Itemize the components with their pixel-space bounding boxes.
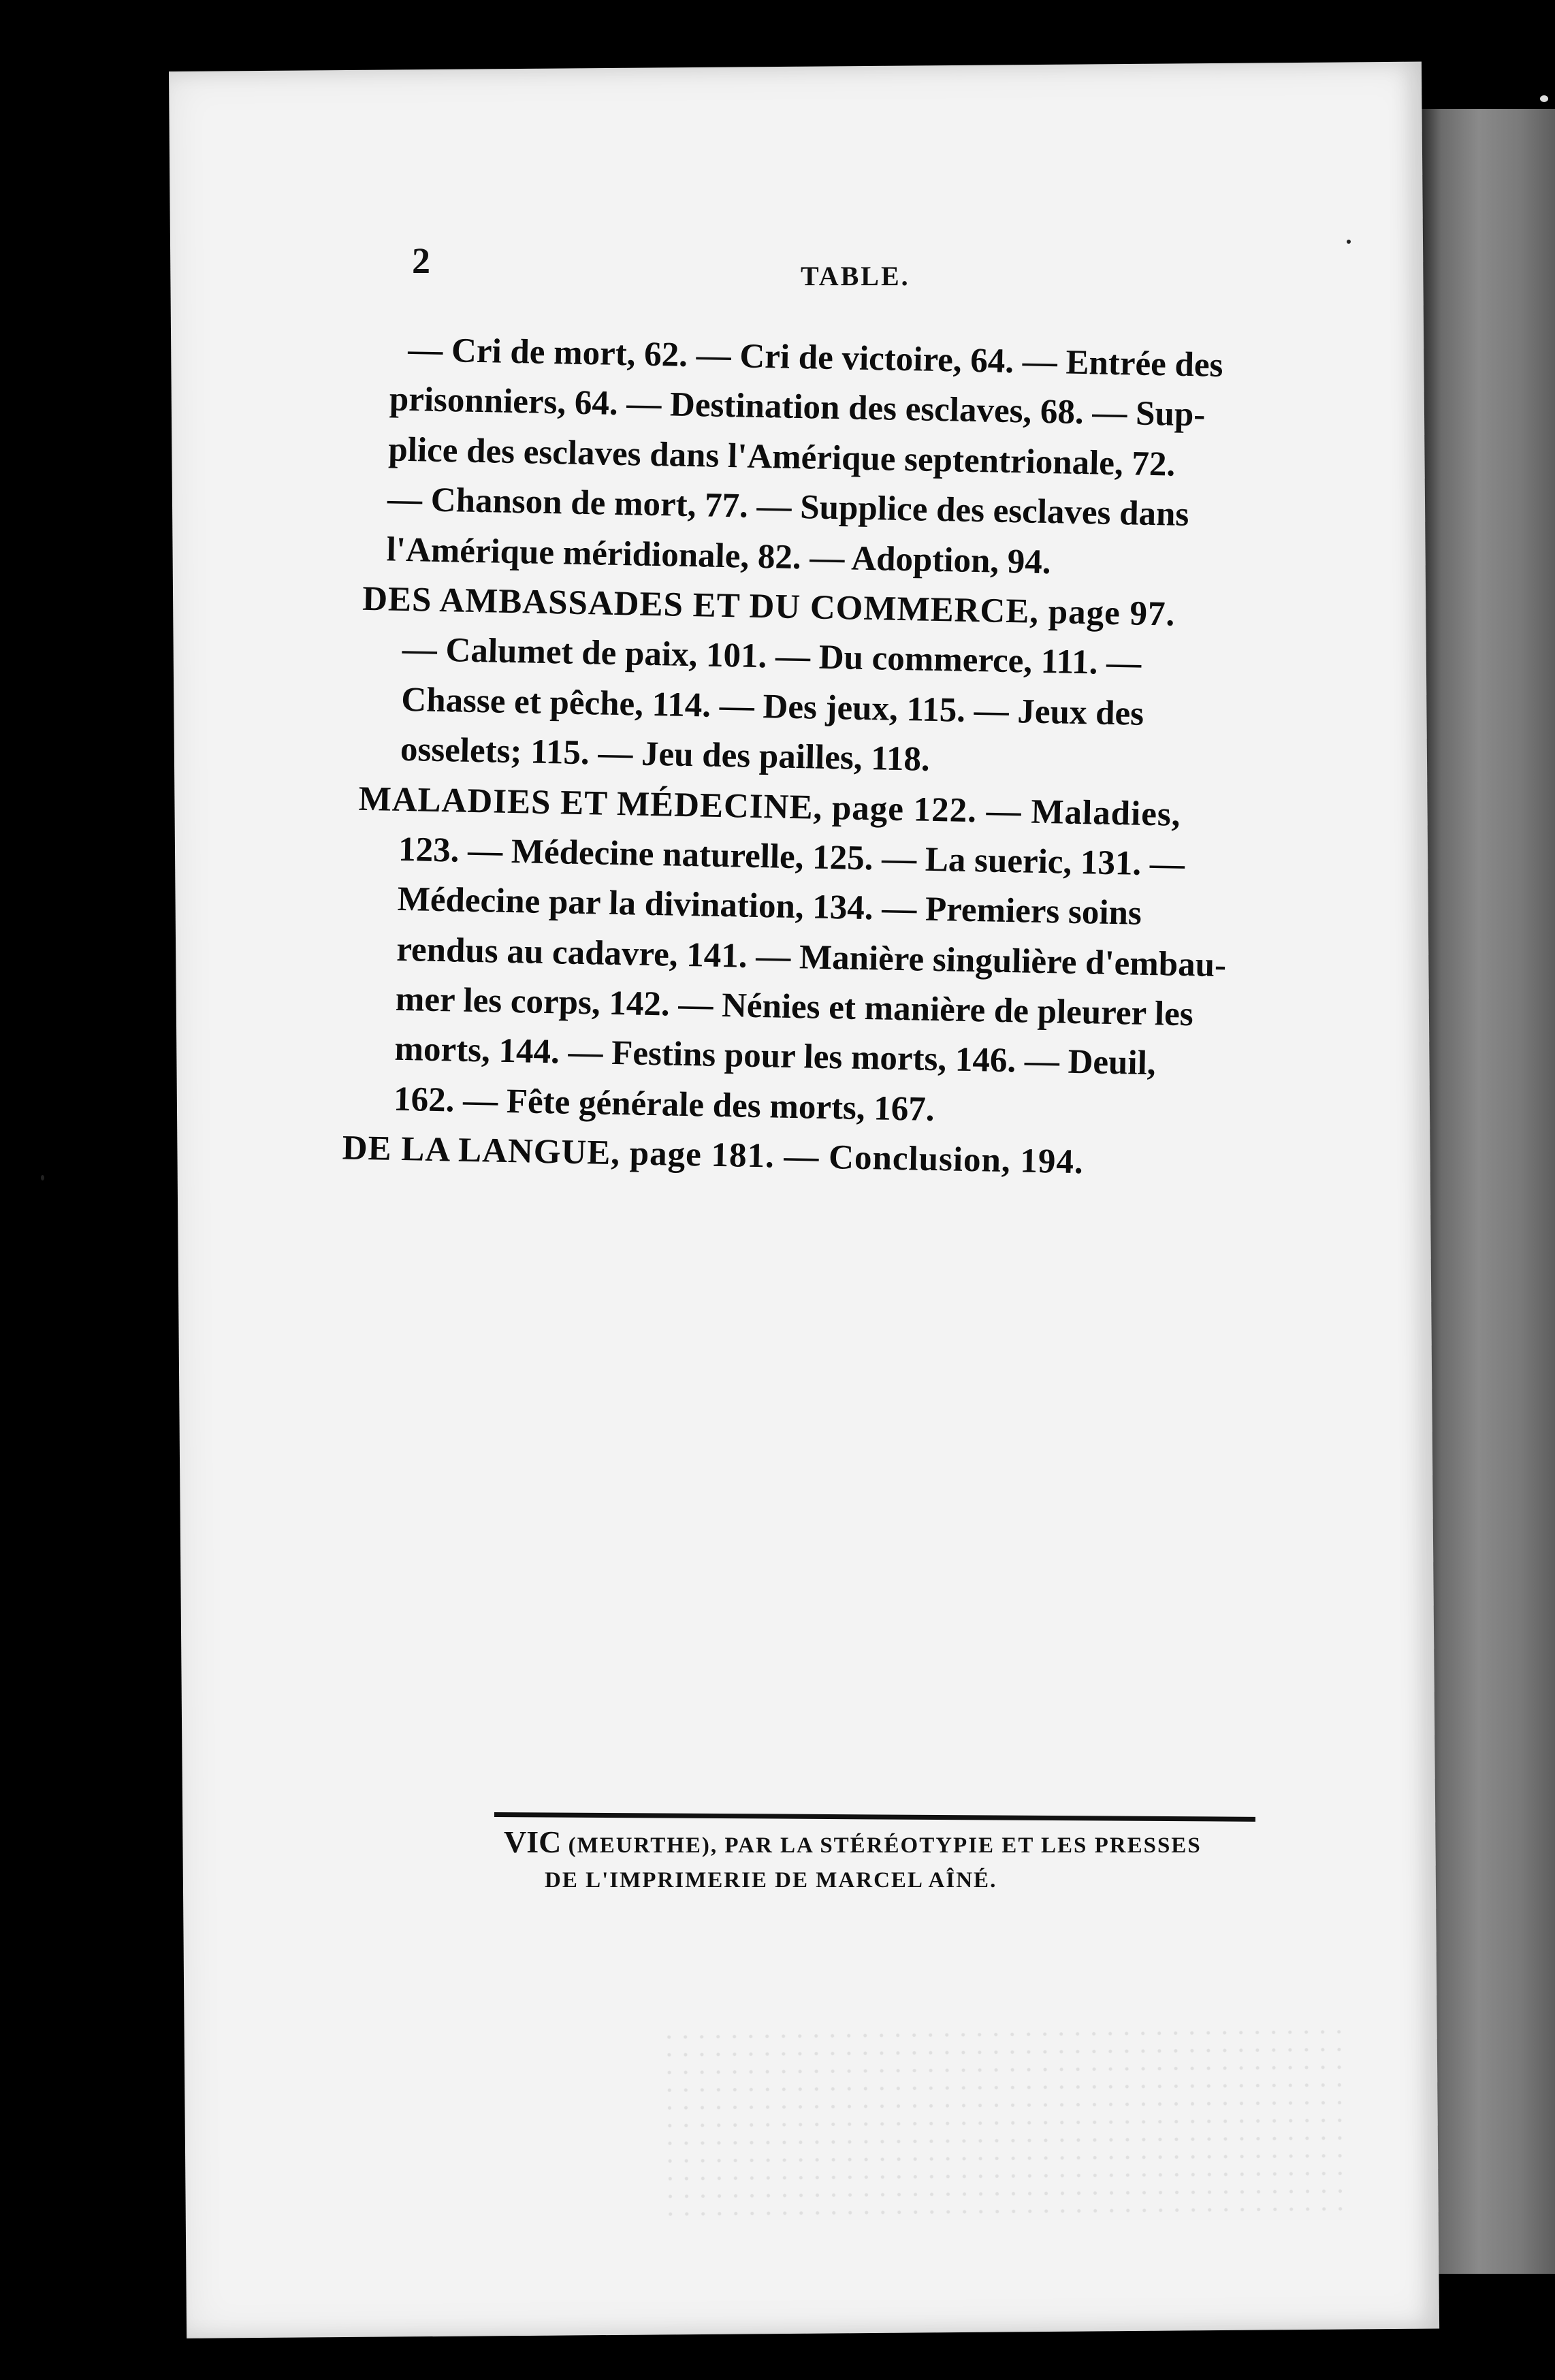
toc-line: 123. — Médecine naturelle, 125. — La sueric, 131. — [398,830,1185,884]
scan-speck [1540,95,1548,102]
scan-background-edge [1416,109,1555,2274]
toc-line: plice des esclaves dans l'Amérique septentrionale, 72. [387,430,1176,484]
imprint-line-2: DE L'IMPRIMERIE DE MARCEL AÎNÉ. [545,1868,997,1893]
toc-line: mer les corps, 142. — Nénies et manière de pleurer les [395,980,1194,1034]
printer-imprint [504,1823,1253,1896]
imprint-city: VIC [504,1824,562,1859]
toc-line: morts, 144. — Festins pour les morts, 146. — Deuil, [394,1030,1157,1083]
table-of-contents [342,325,1287,1191]
scan-speck [41,1175,44,1180]
imprint-line-1 [504,1823,1253,1865]
toc-line: Médecine par la divination, 134. — Premiers soins [397,880,1142,933]
toc-line: osselets; 115. — Jeu des pailles, 118. [400,730,931,779]
toc-line: Chasse et pêche, 114. — Des jeux, 115. — Jeux des [400,680,1144,733]
toc-line: prisonniers, 64. — Destination des esclaves, 68. — Sup- [389,380,1206,434]
toc-line: — Cri de mort, 62. — Cri de victoire, 64. — Entrée des [407,330,1223,385]
toc-section-heading: MALADIES ET MÉDECINE, page 122. — Maladies, [358,779,1182,834]
imprint-line-1-text: (MEURTHE), PAR LA STÉRÉOTYPIE ET LES PRESSES [568,1833,1202,1858]
toc-line: 162. — Fête générale des morts, 167. [393,1080,935,1129]
toc-section-heading: DES AMBASSADES ET DU COMMERCE, page 97. [362,579,1176,634]
toc-line: rendus au cadavre, 141. — Manière singulière d'embau- [396,930,1227,984]
scan-speck [1347,240,1351,244]
toc-line: — Calumet de paix, 101. — Du commerce, 111. — [402,630,1142,684]
toc-line: — Chanson de mort, 77. — Supplice des esclaves dans [387,480,1189,534]
toc-section-heading: DE LA LANGUE, page 181. — Conclusion, 194. [342,1129,1085,1182]
toc-line: l'Amérique méridionale, 82. — Adoption, 94. [386,530,1052,581]
running-head: TABLE. [801,261,910,291]
page-number: 2 [412,240,430,281]
show-through-ornament [661,2023,1343,2226]
